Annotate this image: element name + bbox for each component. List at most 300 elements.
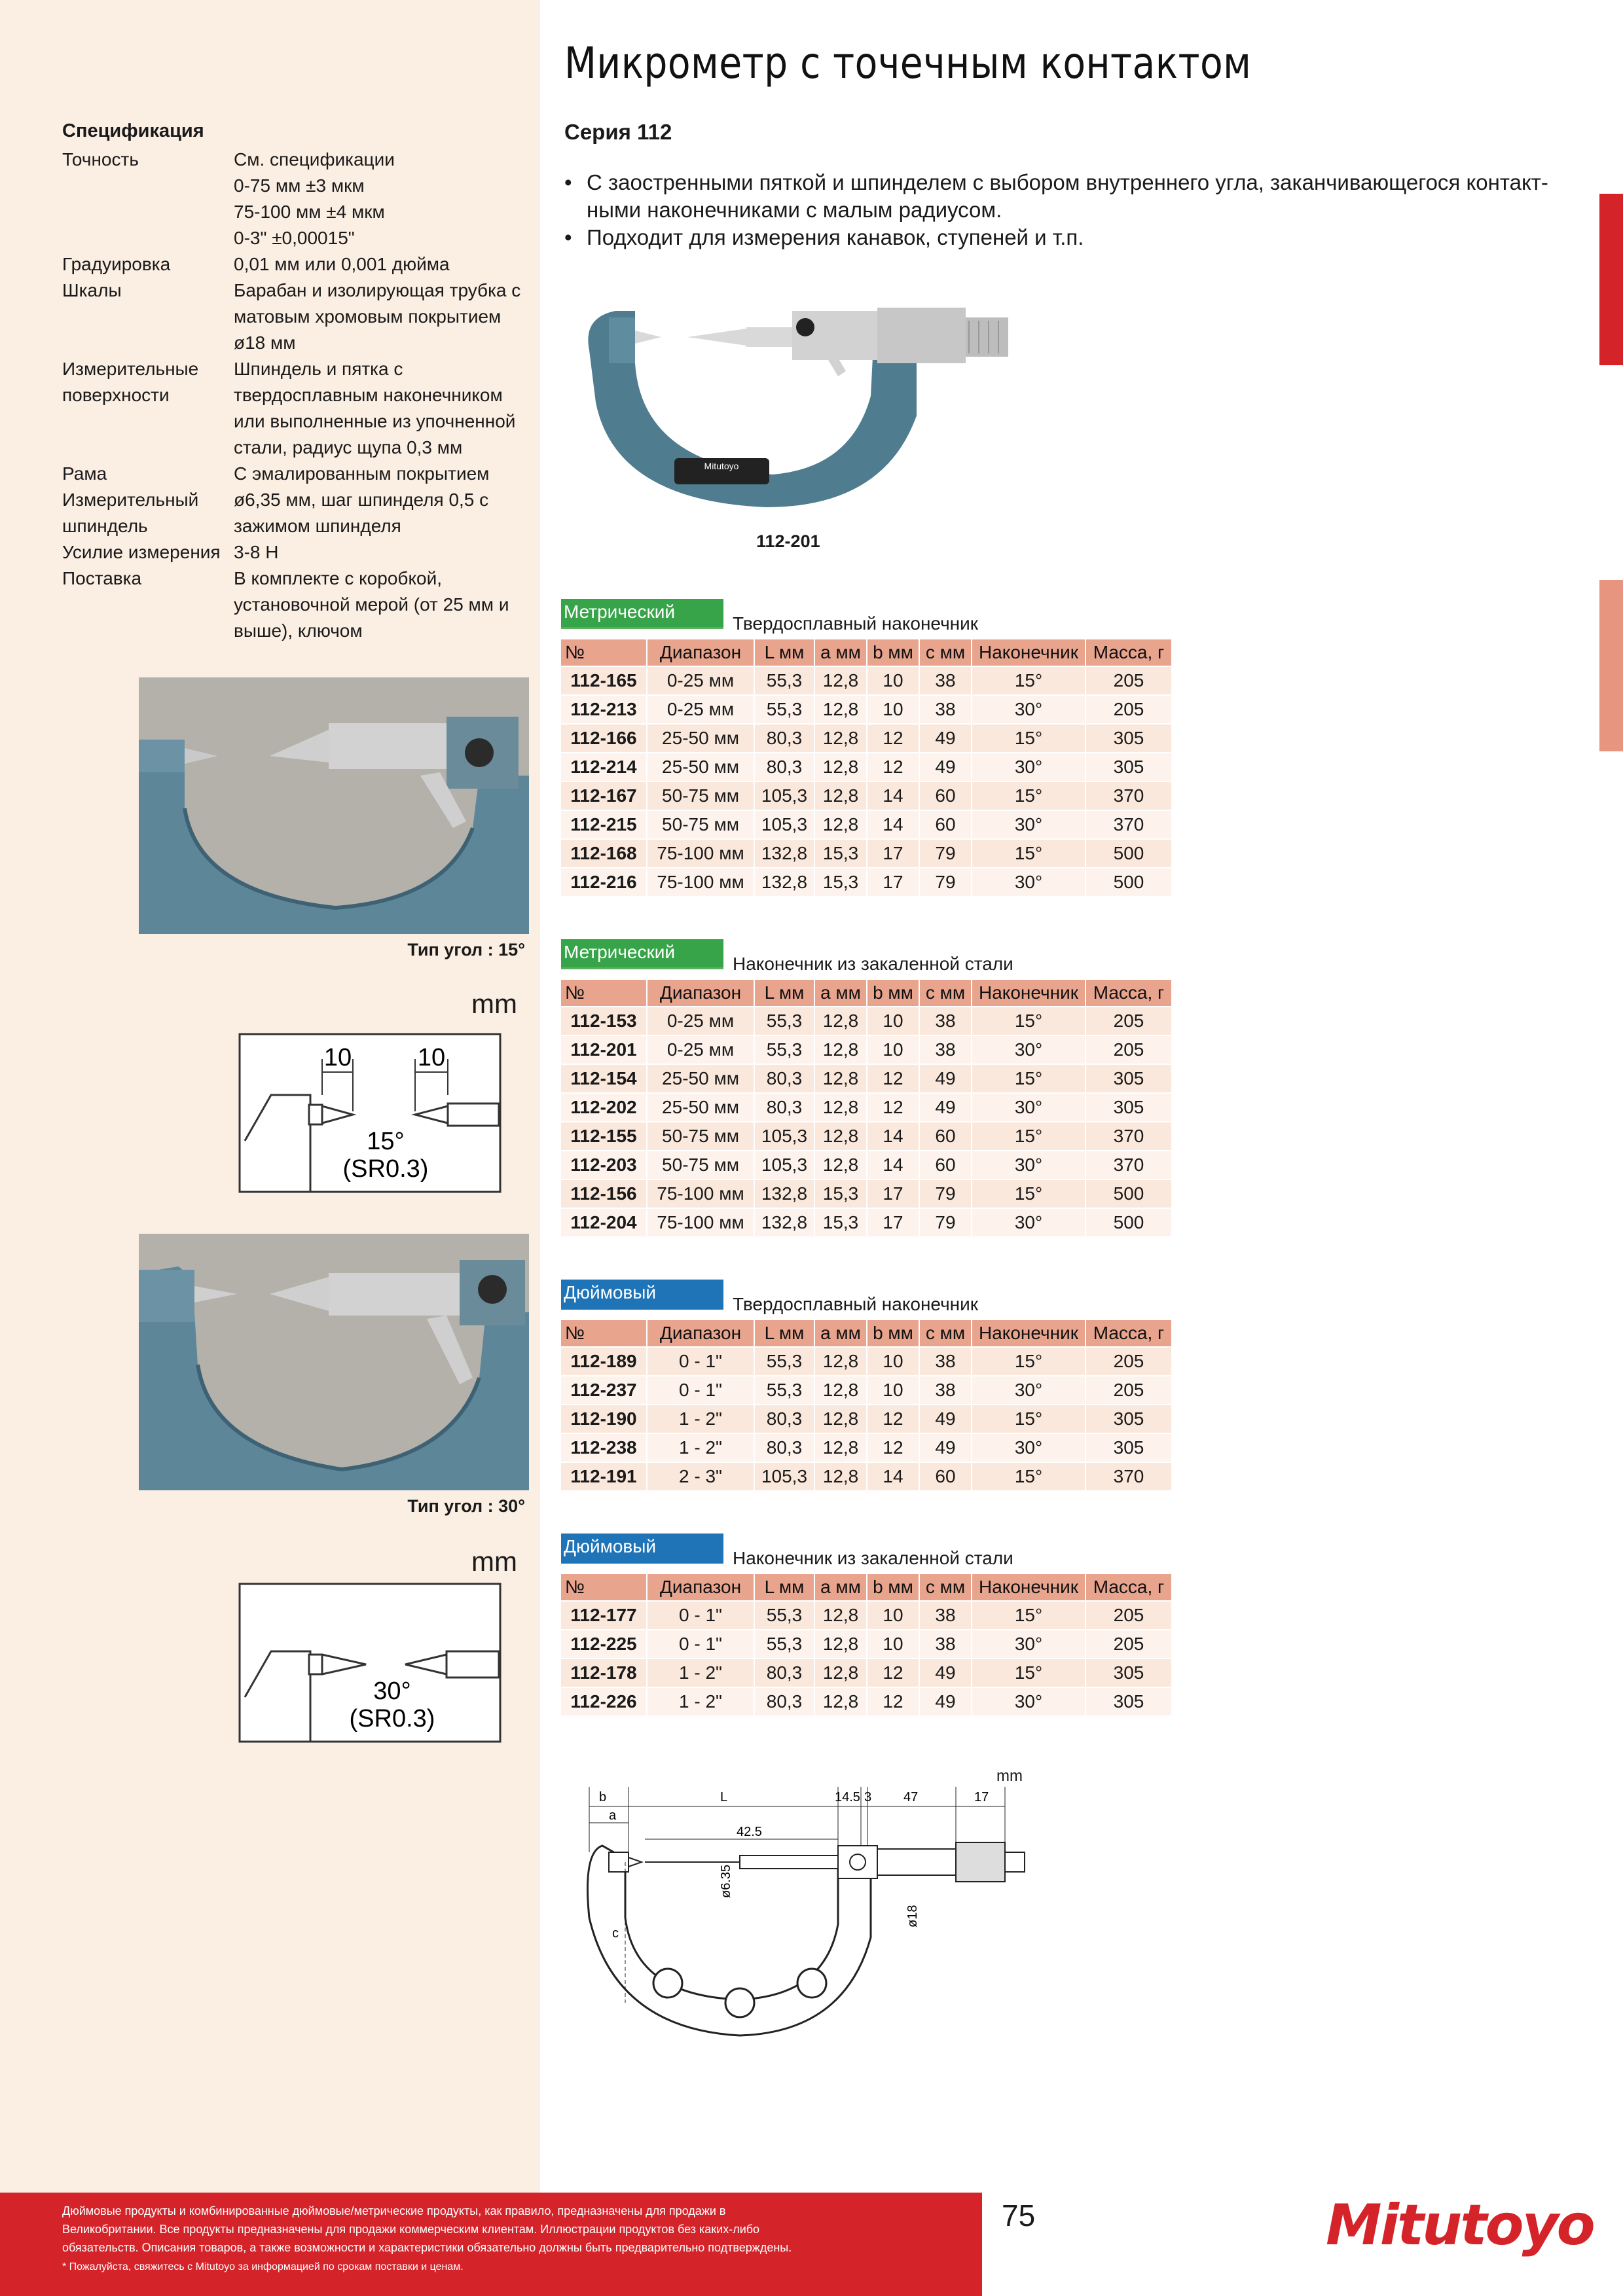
table-head bbox=[561, 1280, 1190, 1319]
spec-key bbox=[62, 461, 234, 487]
table-cell: 30° bbox=[972, 753, 1085, 781]
table-cell: 105,3 bbox=[755, 811, 814, 838]
table-cell: 370 bbox=[1086, 1122, 1171, 1150]
table-cell: 0-25 мм bbox=[647, 667, 754, 694]
table-cell: 80,3 bbox=[755, 1659, 814, 1687]
table-row bbox=[561, 1122, 1171, 1150]
spec-table bbox=[560, 1319, 1173, 1492]
main-photo-logo: Mitutoyo bbox=[704, 461, 739, 471]
table-cell: 80,3 bbox=[755, 1434, 814, 1462]
table-cell: 12,8 bbox=[815, 782, 866, 810]
order-number: 112-156 bbox=[561, 1180, 646, 1208]
table-cell: 38 bbox=[920, 1348, 971, 1375]
bullet-dot: • bbox=[564, 170, 572, 194]
table-cell: 12 bbox=[867, 1434, 919, 1462]
table-cell: 1 - 2" bbox=[647, 1659, 754, 1687]
table-cell: 500 bbox=[1086, 840, 1171, 867]
spec-key-line: поверхности bbox=[62, 385, 170, 405]
schem15-radius: (SR0.3) bbox=[342, 1155, 429, 1183]
column-header: c мм bbox=[920, 980, 971, 1006]
footer-note: * Пожалуйста, свяжитесь с Mitutoyo за информацией по срокам поставки и ценам. bbox=[62, 2261, 464, 2272]
table-cell: 12,8 bbox=[815, 667, 866, 694]
table-cell: 0 - 1" bbox=[647, 1602, 754, 1629]
table-cell: 15° bbox=[972, 1463, 1085, 1490]
dim-label-14-5: 14.5 bbox=[835, 1790, 860, 1804]
table-cell: 12,8 bbox=[815, 1405, 866, 1433]
page-title: Микрометр с точечным контактом bbox=[564, 38, 1252, 88]
feature-bullet bbox=[564, 224, 1566, 251]
column-header: Масса, г bbox=[1086, 980, 1171, 1006]
table-body bbox=[561, 667, 1171, 896]
table-row bbox=[561, 1348, 1171, 1375]
tip-type-label: Твердосплавный наконечник bbox=[733, 1294, 979, 1314]
table-cell: 0 - 1" bbox=[647, 1348, 754, 1375]
table-cell: 132,8 bbox=[755, 1180, 814, 1208]
table-row bbox=[561, 1376, 1171, 1404]
spec-key-line: Градуировка bbox=[62, 254, 171, 274]
spec-row bbox=[62, 147, 534, 251]
column-header: b мм bbox=[867, 1320, 919, 1346]
table-cell: 2 - 3" bbox=[647, 1463, 754, 1490]
order-number: 112-177 bbox=[561, 1602, 646, 1629]
table-cell: 50-75 мм bbox=[647, 1151, 754, 1179]
dim-drawing-unit: mm bbox=[996, 1767, 1023, 1785]
table-cell: 15° bbox=[972, 1348, 1085, 1375]
table-cell: 105,3 bbox=[755, 782, 814, 810]
table-cell: 12,8 bbox=[815, 696, 866, 723]
table-cell: 10 bbox=[867, 1036, 919, 1064]
spec-key-line: Шкалы bbox=[62, 280, 122, 300]
column-header: a мм bbox=[815, 1574, 866, 1600]
order-number: 112-215 bbox=[561, 811, 646, 838]
feature-bullets bbox=[564, 169, 1566, 251]
column-header: b мм bbox=[867, 1574, 919, 1600]
table-row bbox=[561, 696, 1171, 723]
order-number: 112-191 bbox=[561, 1463, 646, 1490]
table-cell: 15,3 bbox=[815, 840, 866, 867]
order-number: 112-202 bbox=[561, 1094, 646, 1121]
order-number: 112-165 bbox=[561, 667, 646, 694]
column-header: Диапазон bbox=[647, 980, 754, 1006]
spec-rows bbox=[62, 147, 534, 644]
table-row bbox=[561, 811, 1171, 838]
unit-badge: Дюймовый bbox=[561, 1534, 723, 1564]
table-cell: 38 bbox=[920, 1376, 971, 1404]
table-row bbox=[561, 1659, 1171, 1687]
order-number: 112-214 bbox=[561, 753, 646, 781]
dim-label-42-5: 42.5 bbox=[737, 1825, 762, 1839]
table-row bbox=[561, 1434, 1171, 1462]
table-inch-steel bbox=[561, 1534, 1190, 1717]
table-cell: 15° bbox=[972, 1007, 1085, 1035]
bullet-dot: • bbox=[564, 225, 572, 249]
dim-label-3: 3 bbox=[864, 1790, 872, 1804]
spec-value-line: 0-3" ±0,00015" bbox=[234, 228, 355, 248]
table-metric-carbide bbox=[561, 599, 1190, 897]
spec-title: Спецификация bbox=[62, 120, 204, 141]
order-number: 112-201 bbox=[561, 1036, 646, 1064]
table-cell: 205 bbox=[1086, 1348, 1171, 1375]
tip-type-label: Наконечник из закаленной стали bbox=[733, 954, 1013, 974]
table-cell: 80,3 bbox=[755, 1688, 814, 1715]
table-cell: 49 bbox=[920, 1065, 971, 1092]
column-header: Наконечник bbox=[972, 639, 1085, 666]
order-number: 112-178 bbox=[561, 1659, 646, 1687]
table-row bbox=[561, 1007, 1171, 1035]
table-cell: 75-100 мм bbox=[647, 1180, 754, 1208]
table-cell: 12,8 bbox=[815, 1065, 866, 1092]
table-cell: 12,8 bbox=[815, 1434, 866, 1462]
footer-lines bbox=[62, 2202, 920, 2257]
table-row bbox=[561, 1463, 1171, 1490]
table-cell: 0 - 1" bbox=[647, 1376, 754, 1404]
spec-value bbox=[234, 487, 534, 539]
order-number: 112-153 bbox=[561, 1007, 646, 1035]
spec-row bbox=[62, 278, 534, 356]
spec-value-line: См. спецификации bbox=[234, 149, 395, 170]
table-cell: 12,8 bbox=[815, 1602, 866, 1629]
table-header bbox=[561, 1320, 1171, 1346]
table-cell: 30° bbox=[972, 1209, 1085, 1236]
schem15-angle: 15° bbox=[367, 1128, 405, 1155]
table-cell: 30° bbox=[972, 1151, 1085, 1179]
schem15-dim-right: 10 bbox=[417, 1044, 446, 1071]
spec-row bbox=[62, 461, 534, 487]
spec-row bbox=[62, 539, 534, 565]
table-cell: 60 bbox=[920, 1122, 971, 1150]
table-cell: 305 bbox=[1086, 725, 1171, 752]
table-cell: 17 bbox=[867, 1180, 919, 1208]
table-cell: 205 bbox=[1086, 1007, 1171, 1035]
table-cell: 50-75 мм bbox=[647, 811, 754, 838]
spec-key-line: Поставка bbox=[62, 568, 142, 588]
footer-line: Великобритании. Все продукты предназначены для продажи коммерческим клиентам. Иллюстрации продуктов без каких-либо bbox=[62, 2223, 760, 2236]
table-cell: 12,8 bbox=[815, 1688, 866, 1715]
table-cell: 55,3 bbox=[755, 1602, 814, 1629]
table-cell: 14 bbox=[867, 811, 919, 838]
main-photo-caption: 112-201 bbox=[756, 531, 820, 551]
table-cell: 15,3 bbox=[815, 1209, 866, 1236]
type15-caption: Тип угол : 15° bbox=[407, 940, 525, 960]
table-cell: 14 bbox=[867, 1122, 919, 1150]
table-cell: 305 bbox=[1086, 1688, 1171, 1715]
table-cell: 38 bbox=[920, 696, 971, 723]
section-tab-salmon bbox=[1599, 580, 1623, 751]
table-cell: 25-50 мм bbox=[647, 1065, 754, 1092]
table-cell: 305 bbox=[1086, 1065, 1171, 1092]
bullet-text bbox=[587, 224, 1566, 251]
column-header: b мм bbox=[867, 980, 919, 1006]
table-cell: 60 bbox=[920, 1463, 971, 1490]
table-cell: 1 - 2" bbox=[647, 1688, 754, 1715]
column-header: Масса, г bbox=[1086, 1320, 1171, 1346]
table-inch-carbide bbox=[561, 1280, 1190, 1492]
table-cell: 55,3 bbox=[755, 1376, 814, 1404]
table-row bbox=[561, 725, 1171, 752]
table-row bbox=[561, 753, 1171, 781]
table-cell: 10 bbox=[867, 1602, 919, 1629]
table-cell: 305 bbox=[1086, 1094, 1171, 1121]
spec-key-line: Измерительные bbox=[62, 359, 199, 379]
column-header: № bbox=[561, 980, 646, 1006]
order-number: 112-168 bbox=[561, 840, 646, 867]
column-header: Масса, г bbox=[1086, 1574, 1171, 1600]
table-cell: 38 bbox=[920, 1602, 971, 1629]
table-cell: 500 bbox=[1086, 1209, 1171, 1236]
bullet-line: ными наконечниками с малым радиусом. bbox=[587, 198, 1002, 222]
table-cell: 80,3 bbox=[755, 1065, 814, 1092]
spec-value-line: зажимом шпинделя bbox=[234, 516, 401, 536]
type30-caption: Тип угол : 30° bbox=[407, 1496, 525, 1516]
spec-value-line: или выполненные из упочненной bbox=[234, 411, 516, 431]
table-head bbox=[561, 599, 1190, 638]
table-cell: 12 bbox=[867, 753, 919, 781]
table-row bbox=[561, 1405, 1171, 1433]
table-cell: 38 bbox=[920, 1007, 971, 1035]
unit-badge: Дюймовый bbox=[561, 1280, 723, 1310]
table-cell: 12,8 bbox=[815, 811, 866, 838]
table-cell: 0-25 мм bbox=[647, 1036, 754, 1064]
table-cell: 25-50 мм bbox=[647, 725, 754, 752]
table-cell: 15° bbox=[972, 840, 1085, 867]
table-cell: 38 bbox=[920, 1630, 971, 1658]
table-cell: 205 bbox=[1086, 1376, 1171, 1404]
unit-badge: Метрический bbox=[561, 599, 723, 629]
spec-key bbox=[62, 278, 234, 356]
table-cell: 80,3 bbox=[755, 1405, 814, 1433]
table-cell: 15° bbox=[972, 667, 1085, 694]
table-cell: 10 bbox=[867, 1007, 919, 1035]
table-cell: 205 bbox=[1086, 1630, 1171, 1658]
table-cell: 30° bbox=[972, 811, 1085, 838]
bullet-line: Подходит для измерения канавок, ступеней и т.п. bbox=[587, 225, 1084, 249]
order-number: 112-189 bbox=[561, 1348, 646, 1375]
specification-block bbox=[62, 118, 534, 644]
dim-label-d18: ø18 bbox=[905, 1905, 920, 1928]
table-cell: 12,8 bbox=[815, 1122, 866, 1150]
spec-value-line: ø18 мм bbox=[234, 332, 296, 353]
spec-value bbox=[234, 147, 534, 251]
spec-value bbox=[234, 251, 534, 278]
table-cell: 55,3 bbox=[755, 1007, 814, 1035]
column-header: c мм bbox=[920, 1320, 971, 1346]
table-cell: 12 bbox=[867, 1405, 919, 1433]
table-cell: 50-75 мм bbox=[647, 1122, 754, 1150]
type15-photo bbox=[139, 677, 529, 934]
table-cell: 132,8 bbox=[755, 869, 814, 896]
page-number: 75 bbox=[1002, 2198, 1036, 2233]
spec-table bbox=[560, 638, 1173, 897]
table-row bbox=[561, 1180, 1171, 1208]
feature-bullet bbox=[564, 169, 1566, 224]
table-cell: 79 bbox=[920, 869, 971, 896]
column-header: № bbox=[561, 1320, 646, 1346]
order-number: 112-238 bbox=[561, 1434, 646, 1462]
spec-key bbox=[62, 565, 234, 644]
table-cell: 15° bbox=[972, 1659, 1085, 1687]
table-cell: 12 bbox=[867, 1065, 919, 1092]
table-cell: 15,3 bbox=[815, 1180, 866, 1208]
table-cell: 1 - 2" bbox=[647, 1434, 754, 1462]
order-number: 112-225 bbox=[561, 1630, 646, 1658]
dimension-drawing bbox=[563, 1767, 1034, 2049]
header-row bbox=[561, 639, 1171, 666]
table-cell: 12,8 bbox=[815, 1376, 866, 1404]
table-cell: 15° bbox=[972, 1405, 1085, 1433]
table-cell: 205 bbox=[1086, 667, 1171, 694]
column-header: Диапазон bbox=[647, 1320, 754, 1346]
table-cell: 205 bbox=[1086, 1602, 1171, 1629]
table-cell: 75-100 мм bbox=[647, 869, 754, 896]
order-number: 112-213 bbox=[561, 696, 646, 723]
table-cell: 10 bbox=[867, 696, 919, 723]
table-cell: 10 bbox=[867, 1348, 919, 1375]
table-cell: 60 bbox=[920, 811, 971, 838]
spec-value-line: 75-100 мм ±4 мкм bbox=[234, 202, 385, 222]
table-cell: 12,8 bbox=[815, 1007, 866, 1035]
column-header: Наконечник bbox=[972, 980, 1085, 1006]
table-row bbox=[561, 1151, 1171, 1179]
table-cell: 14 bbox=[867, 1463, 919, 1490]
table-cell: 305 bbox=[1086, 753, 1171, 781]
spec-table bbox=[560, 978, 1173, 1238]
bullet-line: С заостренными пяткой и шпинделем с выбором внутреннего угла, заканчивающегося контакт- bbox=[587, 170, 1548, 194]
table-metric-steel bbox=[561, 939, 1190, 1238]
table-cell: 105,3 bbox=[755, 1463, 814, 1490]
table-cell: 30° bbox=[972, 696, 1085, 723]
table-cell: 49 bbox=[920, 1688, 971, 1715]
column-header: Диапазон bbox=[647, 1574, 754, 1600]
order-number: 112-166 bbox=[561, 725, 646, 752]
column-header: a мм bbox=[815, 639, 866, 666]
table-row bbox=[561, 1094, 1171, 1121]
table-cell: 132,8 bbox=[755, 840, 814, 867]
table-row bbox=[561, 869, 1171, 896]
spec-row bbox=[62, 565, 534, 644]
table-cell: 12,8 bbox=[815, 1036, 866, 1064]
spec-value-line: твердосплавным наконечником bbox=[234, 385, 503, 405]
table-cell: 15° bbox=[972, 1602, 1085, 1629]
spec-value-line: установочной мерой (от 25 мм и bbox=[234, 594, 509, 615]
table-cell: 0 - 1" bbox=[647, 1630, 754, 1658]
dim-label-c: c bbox=[612, 1926, 619, 1941]
schem30-diagram bbox=[238, 1583, 501, 1743]
table-cell: 50-75 мм bbox=[647, 782, 754, 810]
type30-photo bbox=[139, 1234, 529, 1490]
table-cell: 55,3 bbox=[755, 1630, 814, 1658]
spec-row bbox=[62, 356, 534, 461]
header-row bbox=[561, 1574, 1171, 1600]
table-cell: 370 bbox=[1086, 782, 1171, 810]
table-cell: 25-50 мм bbox=[647, 1094, 754, 1121]
section-tab-red bbox=[1599, 194, 1623, 365]
series-label: Серия 112 bbox=[564, 120, 672, 144]
column-header: L мм bbox=[755, 980, 814, 1006]
table-header bbox=[561, 1574, 1171, 1600]
tip-type-label: Твердосплавный наконечник bbox=[733, 613, 979, 634]
dim-label-b: b bbox=[599, 1790, 607, 1804]
table-cell: 370 bbox=[1086, 1463, 1171, 1490]
table-cell: 15° bbox=[972, 1180, 1085, 1208]
table-cell: 15° bbox=[972, 782, 1085, 810]
spec-row bbox=[62, 251, 534, 278]
table-cell: 15° bbox=[972, 725, 1085, 752]
order-number: 112-167 bbox=[561, 782, 646, 810]
spec-value-line: 3-8 Н bbox=[234, 542, 279, 562]
spec-value-line: В комплекте с коробкой, bbox=[234, 568, 442, 588]
table-cell: 49 bbox=[920, 725, 971, 752]
column-header: b мм bbox=[867, 639, 919, 666]
spec-value bbox=[234, 461, 534, 487]
table-cell: 12,8 bbox=[815, 725, 866, 752]
table-cell: 30° bbox=[972, 1434, 1085, 1462]
table-row bbox=[561, 1036, 1171, 1064]
table-cell: 60 bbox=[920, 1151, 971, 1179]
table-cell: 1 - 2" bbox=[647, 1405, 754, 1433]
tip-type-label: Наконечник из закаленной стали bbox=[733, 1548, 1013, 1568]
table-row bbox=[561, 1630, 1171, 1658]
table-cell: 305 bbox=[1086, 1659, 1171, 1687]
order-number: 112-155 bbox=[561, 1122, 646, 1150]
column-header: Наконечник bbox=[972, 1574, 1085, 1600]
table-row bbox=[561, 1065, 1171, 1092]
table-cell: 370 bbox=[1086, 1151, 1171, 1179]
order-number: 112-216 bbox=[561, 869, 646, 896]
schem30-radius: (SR0.3) bbox=[349, 1705, 435, 1732]
order-number: 112-190 bbox=[561, 1405, 646, 1433]
table-row bbox=[561, 1602, 1171, 1629]
order-number: 112-226 bbox=[561, 1688, 646, 1715]
spec-key-line: шпиндель bbox=[62, 516, 148, 536]
dim-label-d635: ø6.35 bbox=[719, 1864, 733, 1898]
table-cell: 12,8 bbox=[815, 1151, 866, 1179]
schem15-diagram bbox=[238, 1033, 501, 1193]
table-cell: 79 bbox=[920, 840, 971, 867]
table-cell: 75-100 мм bbox=[647, 1209, 754, 1236]
table-cell: 30° bbox=[972, 1688, 1085, 1715]
table-cell: 49 bbox=[920, 1434, 971, 1462]
spec-value-line: С эмалированным покрытием bbox=[234, 463, 490, 484]
table-cell: 80,3 bbox=[755, 753, 814, 781]
table-header bbox=[561, 639, 1171, 666]
spec-row bbox=[62, 487, 534, 539]
spec-value-line: 0-75 мм ±3 мкм bbox=[234, 175, 365, 196]
spec-value bbox=[234, 278, 534, 356]
column-header: № bbox=[561, 1574, 646, 1600]
spec-key bbox=[62, 251, 234, 278]
table-cell: 55,3 bbox=[755, 696, 814, 723]
mitutoyo-logo: Mitutoyo bbox=[1326, 2193, 1594, 2258]
table-cell: 38 bbox=[920, 667, 971, 694]
table-cell: 38 bbox=[920, 1036, 971, 1064]
footer-line: обязательств. Описания товаров, а также возможности и характеристики обязательно должны быть предварительно подтверждены. bbox=[62, 2241, 792, 2254]
dim-label-47: 47 bbox=[903, 1790, 919, 1804]
spec-value-line: матовым хромовым покрытием bbox=[234, 306, 501, 327]
spec-key bbox=[62, 539, 234, 565]
spec-key-line: Усилие измерения bbox=[62, 542, 221, 562]
schem30-angle: 30° bbox=[373, 1677, 411, 1705]
table-cell: 10 bbox=[867, 1376, 919, 1404]
column-header: Масса, г bbox=[1086, 639, 1171, 666]
order-number: 112-203 bbox=[561, 1151, 646, 1179]
spec-key-line: Точность bbox=[62, 149, 139, 170]
table-body bbox=[561, 1007, 1171, 1236]
table-cell: 17 bbox=[867, 1209, 919, 1236]
header-row bbox=[561, 1320, 1171, 1346]
table-cell: 12 bbox=[867, 1688, 919, 1715]
order-number: 112-204 bbox=[561, 1209, 646, 1236]
column-header: Наконечник bbox=[972, 1320, 1085, 1346]
